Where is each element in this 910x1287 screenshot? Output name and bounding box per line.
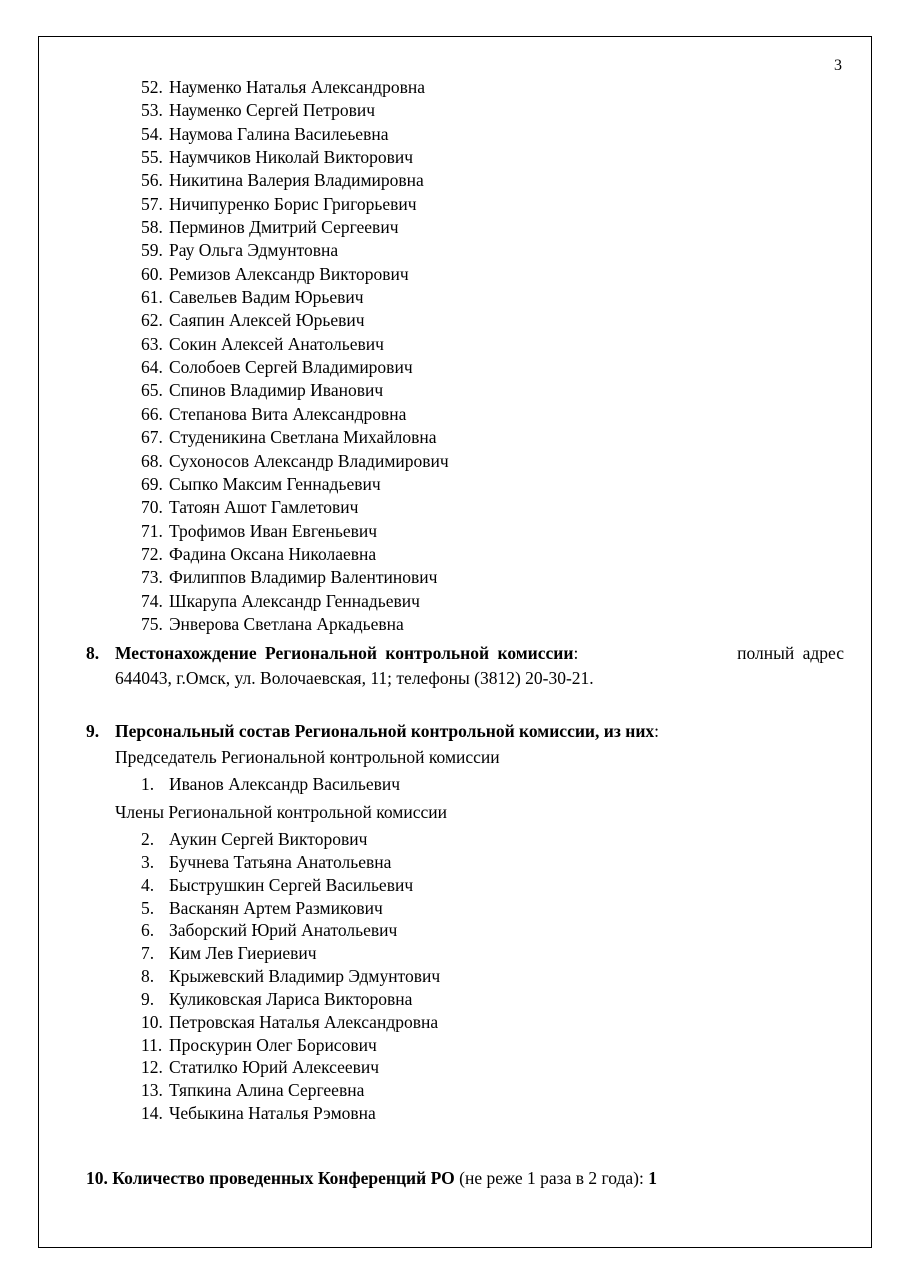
list-item [141,426,449,449]
list-item-number: 70. [141,497,163,518]
list-item-number: 58. [141,217,163,238]
list-item-name: Степанова Вита Александровна [169,403,407,424]
section-10-note: (не реже 1 раза в 2 года): [454,1168,649,1188]
commission-members-list [141,828,440,1125]
list-item-number: 13. [141,1080,163,1101]
section-9-colon: : [654,721,660,741]
list-item-number: 3. [141,851,155,872]
list-item [141,333,449,356]
list-item [141,851,440,874]
list-item-number: 67. [141,427,163,448]
list-item [141,520,449,543]
list-item-name: Статилко Юрий Алексеевич [169,1057,380,1078]
chair-list [141,773,400,796]
list-item [141,450,449,473]
list-item [141,99,449,122]
list-item-number: 7. [141,943,155,964]
list-item [141,216,449,239]
list-item-number: 2. [141,829,155,849]
list-item-name: Ничипуренко Борис Григорьевич [169,193,417,214]
list-item-name: Науменко Наталья Александровна [169,77,425,97]
list-item-number: 71. [141,520,163,541]
list-item-name: Заборский Юрий Анатольевич [169,920,398,941]
list-item-name: Проскурин Олег Борисович [169,1034,377,1055]
list-item [141,239,449,262]
list-item-number: 12. [141,1057,163,1078]
section-10-title: 10. Количество проведенных Конференций РО [86,1168,455,1188]
list-item-number: 10. [141,1011,163,1032]
list-item [141,379,449,402]
list-item [141,828,440,851]
list-item-name: Ким Лев Гиериевич [169,943,317,964]
list-item [141,193,449,216]
list-item-name: Науменко Сергей Петрович [169,100,376,121]
list-item-name: Васканян Артем Размикович [169,897,383,918]
list-item [141,309,449,332]
list-item-name: Куликовская Лариса Викторовна [169,988,413,1009]
list-item-name: Татоян Ашот Гамлетович [169,497,359,518]
list-item [141,403,449,426]
list-item-number: 66. [141,403,163,424]
list-item [141,919,440,942]
list-item-name: Тяпкина Алина Сергеевна [169,1080,365,1101]
list-item-number: 57. [141,193,163,214]
page-number: 3 [834,57,842,74]
list-item [141,613,449,636]
list-item [141,473,449,496]
list-item [141,1079,440,1102]
list-item-name: Филиппов Владимир Валентинович [169,567,438,588]
list-item-number: 72. [141,543,163,564]
list-item-name: Петровская Наталья Александровна [169,1011,439,1032]
section-8-number: 8. [86,643,100,663]
list-item-name: Наумова Галина Василеьевна [169,123,389,144]
list-item [141,146,449,169]
list-item-number: 8. [141,966,155,987]
section-10-value: 1 [648,1168,657,1188]
list-item-name: Солобоев Сергей Владимирович [169,357,413,378]
list-item-name: Сухоносов Александр Владимирович [169,450,449,471]
commission-members-heading: Члены Региональной контрольной комиссии [115,802,447,822]
list-item-number: 63. [141,333,163,354]
list-item-number: 14. [141,1103,163,1124]
section-8-colon: : [573,643,579,663]
list-item [141,356,449,379]
list-item-name: Трофимов Иван Евгеньевич [169,520,378,541]
section-9-heading [115,719,659,744]
list-item [141,988,440,1011]
list-item-number: 62. [141,310,163,331]
section-9-title: Персональный состав Региональной контрольной комиссии, из них [115,721,655,741]
list-item-number: 64. [141,357,163,378]
list-item-name: Сыпко Максим Геннадьевич [169,473,381,494]
list-item [141,1011,440,1034]
list-item-number: 74. [141,590,163,611]
list-item-number: 55. [141,147,163,168]
list-item [141,496,449,519]
list-item [141,123,449,146]
list-item-number: 60. [141,263,163,284]
list-item-number: 4. [141,874,155,895]
list-item-name: Наумчиков Николай Викторович [169,147,414,168]
list-item-number: 56. [141,170,163,191]
list-item-name: Перминов Дмитрий Сергеевич [169,217,399,238]
list-item-number: 52. [141,77,163,97]
members-list-continued [141,76,449,636]
section-8-address: 644043, г.Омск, ул. Волочаевская, 11; телефоны (3812) 20-30-21. [115,668,594,688]
list-item [141,1102,440,1125]
list-item [141,590,449,613]
list-item-name: Чебыкина Наталья Рэмовна [169,1103,376,1124]
list-item [141,1056,440,1079]
list-item [141,773,400,796]
list-item-number: 73. [141,567,163,588]
list-item-number: 53. [141,100,163,121]
list-item-number: 5. [141,897,155,918]
list-item [141,286,449,309]
list-item [141,942,440,965]
list-item-number: 1. [141,774,155,794]
section-10 [86,1166,657,1191]
list-item-number: 68. [141,450,163,471]
list-item-number: 59. [141,240,163,261]
list-item [141,263,449,286]
list-item [141,76,449,99]
section-8-heading-line [115,641,844,666]
list-item-name: Спинов Владимир Иванович [169,380,384,401]
list-item-name: Саяпин Алексей Юрьевич [169,310,365,331]
list-item [141,543,449,566]
list-item-number: 6. [141,920,155,941]
list-item-name: Ремизов Александр Викторович [169,263,409,284]
list-item-name: Фадина Оксана Николаевна [169,543,377,564]
list-item-number: 65. [141,380,163,401]
list-item [141,169,449,192]
list-item-name: Сокин Алексей Анатольевич [169,333,384,354]
list-item-number: 75. [141,613,163,634]
list-item [141,965,440,988]
list-item-name: Рау Ольга Эдмунтовна [169,240,339,261]
list-item-name: Савельев Вадим Юрьевич [169,287,364,308]
list-item-number: 61. [141,287,163,308]
list-item-name: Крыжевский Владимир Эдмунтович [169,966,441,987]
list-item-name: Иванов Александр Васильевич [169,774,401,794]
list-item [141,874,440,897]
list-item-name: Шкарупа Александр Геннадьевич [169,590,420,611]
list-item-name: Никитина Валерия Владимировна [169,170,424,191]
list-item-name: Энверова Светлана Аркадьевна [169,613,404,634]
list-item-name: Быструшкин Сергей Васильевич [169,874,414,895]
list-item-number: 69. [141,473,163,494]
list-item-name: Студеникина Светлана Михайловна [169,427,437,448]
section-8-title: Местонахождение Региональной контрольной комиссии [115,643,574,663]
list-item-number: 9. [141,988,155,1009]
list-item [141,1034,440,1057]
list-item-name: Бучнева Татьяна Анатольевна [169,851,392,872]
list-item-number: 11. [141,1034,163,1055]
list-item-name: Аукин Сергей Викторович [169,829,368,849]
chair-heading: Председатель Региональной контрольной комиссии [115,747,500,767]
section-8-address-label: полный адрес [737,643,844,663]
list-item [141,566,449,589]
section-9-number: 9. [86,721,100,741]
list-item [141,897,440,920]
list-item-number: 54. [141,123,163,144]
